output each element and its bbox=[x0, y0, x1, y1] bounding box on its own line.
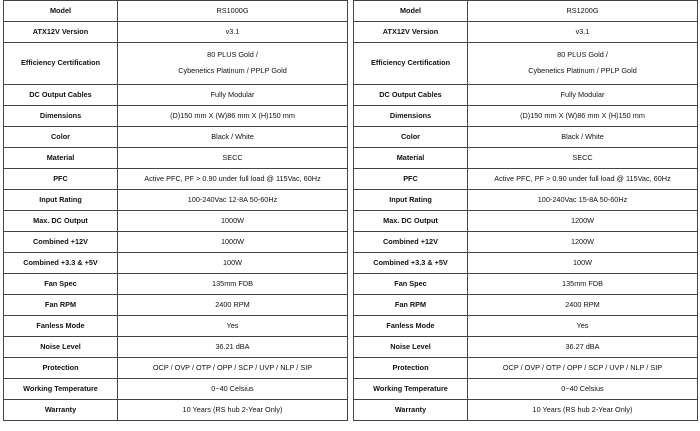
spec-value bbox=[468, 253, 698, 274]
spec-row bbox=[354, 400, 698, 421]
spec-value bbox=[468, 316, 698, 337]
spec-value bbox=[468, 358, 698, 379]
spec-value bbox=[468, 1, 698, 22]
spec-label: Fanless Mode bbox=[4, 316, 118, 337]
spec-row bbox=[4, 253, 348, 274]
spec-row bbox=[4, 22, 348, 43]
spec-row bbox=[354, 295, 698, 316]
spec-value-line: 0~40 Celsius bbox=[561, 383, 604, 393]
spec-value-line: (D)150 mm X (W)86 mm X (H)150 mm bbox=[170, 110, 295, 120]
spec-row bbox=[4, 85, 348, 106]
spec-row bbox=[354, 232, 698, 253]
spec-value bbox=[118, 400, 348, 421]
spec-label: Input Rating bbox=[354, 190, 468, 211]
spec-label: Fan RPM bbox=[4, 295, 118, 316]
spec-value bbox=[468, 190, 698, 211]
spec-label: Max. DC Output bbox=[4, 211, 118, 232]
spec-row bbox=[354, 85, 698, 106]
spec-value bbox=[468, 127, 698, 148]
spec-value bbox=[468, 211, 698, 232]
spec-value-line: 10 Years (RS hub 2-Year Only) bbox=[182, 404, 283, 414]
spec-row bbox=[4, 316, 348, 337]
spec-label: Noise Level bbox=[354, 337, 468, 358]
spec-value bbox=[468, 85, 698, 106]
spec-value-line: Black / White bbox=[561, 131, 604, 141]
spec-row bbox=[354, 211, 698, 232]
spec-value bbox=[118, 22, 348, 43]
spec-table-body bbox=[354, 1, 698, 421]
spec-value bbox=[468, 169, 698, 190]
spec-row bbox=[4, 295, 348, 316]
spec-value bbox=[118, 379, 348, 400]
spec-label: Dimensions bbox=[4, 106, 118, 127]
spec-value-line: SECC bbox=[222, 152, 243, 162]
spec-value bbox=[118, 43, 348, 85]
spec-label: Working Temperature bbox=[354, 379, 468, 400]
spec-label: Warranty bbox=[4, 400, 118, 421]
spec-value-line: Yes bbox=[576, 320, 589, 330]
spec-label: Fan Spec bbox=[4, 274, 118, 295]
spec-value bbox=[468, 295, 698, 316]
spec-value-line: 100-240Vac 12-8A 50-60Hz bbox=[187, 194, 278, 204]
spec-value bbox=[468, 148, 698, 169]
spec-row bbox=[354, 22, 698, 43]
spec-row bbox=[354, 379, 698, 400]
spec-value-line: Fully Modular bbox=[210, 89, 255, 99]
spec-value-line: 10 Years (RS hub 2-Year Only) bbox=[532, 404, 633, 414]
spec-value bbox=[118, 316, 348, 337]
spec-value bbox=[468, 337, 698, 358]
spec-value bbox=[118, 337, 348, 358]
spec-value bbox=[118, 190, 348, 211]
spec-label: Model bbox=[354, 1, 468, 22]
spec-row bbox=[4, 274, 348, 295]
spec-value bbox=[118, 274, 348, 295]
spec-row bbox=[354, 43, 698, 85]
spec-label: Combined +3.3 & +5V bbox=[4, 253, 118, 274]
spec-value-line: v3.1 bbox=[225, 26, 240, 36]
spec-row bbox=[4, 337, 348, 358]
spec-value bbox=[468, 106, 698, 127]
spec-value-line: RS1000G bbox=[216, 5, 249, 15]
spec-value-line: OCP / OVP / OTP / OPP / SCP / UVP / NLP / SIP bbox=[502, 362, 663, 372]
spec-label: Protection bbox=[4, 358, 118, 379]
spec-value-line: 100W bbox=[572, 257, 593, 267]
spec-value-line: v3.1 bbox=[575, 26, 590, 36]
spec-label: Material bbox=[4, 148, 118, 169]
spec-value-line: Black / White bbox=[211, 131, 254, 141]
spec-row bbox=[4, 211, 348, 232]
spec-label: Efficiency Certification bbox=[4, 43, 118, 85]
spec-value-line: 2400 RPM bbox=[215, 299, 250, 309]
spec-label: Material bbox=[354, 148, 468, 169]
spec-value-line: Active PFC, PF > 0.90 under full load @ 115Vac, 60Hz bbox=[144, 173, 321, 183]
spec-label: Combined +12V bbox=[354, 232, 468, 253]
spec-row bbox=[354, 190, 698, 211]
spec-row bbox=[4, 106, 348, 127]
spec-value-line: 1200W bbox=[570, 236, 595, 246]
spec-row bbox=[354, 127, 698, 148]
spec-value bbox=[468, 43, 698, 85]
spec-value bbox=[468, 22, 698, 43]
spec-value-line: 135mm FDB bbox=[212, 278, 253, 288]
spec-value bbox=[118, 127, 348, 148]
spec-label: Combined +3.3 & +5V bbox=[354, 253, 468, 274]
spec-row bbox=[4, 43, 348, 85]
spec-row bbox=[4, 148, 348, 169]
spec-row bbox=[354, 274, 698, 295]
spec-value-line: 100-240Vac 15-8A 50-60Hz bbox=[537, 194, 628, 204]
spec-label: ATX12V Version bbox=[4, 22, 118, 43]
spec-label: Dimensions bbox=[354, 106, 468, 127]
spec-value-line: Cybenetics Platinum / PPLP Gold bbox=[528, 66, 637, 75]
spec-value-line: 80 PLUS Gold / bbox=[207, 50, 258, 60]
spec-label: ATX12V Version bbox=[354, 22, 468, 43]
spec-value bbox=[118, 148, 348, 169]
spec-label: DC Output Cables bbox=[354, 85, 468, 106]
spec-label: DC Output Cables bbox=[4, 85, 118, 106]
spec-value bbox=[468, 274, 698, 295]
spec-value bbox=[468, 232, 698, 253]
spec-table-rs1200g bbox=[353, 0, 698, 421]
spec-label: Noise Level bbox=[4, 337, 118, 358]
spec-value bbox=[118, 211, 348, 232]
spec-label: PFC bbox=[4, 169, 118, 190]
spec-row bbox=[354, 106, 698, 127]
spec-label: Fan Spec bbox=[354, 274, 468, 295]
spec-value-line: OCP / OVP / OTP / OPP / SCP / UVP / NLP / SIP bbox=[152, 362, 313, 372]
spec-row bbox=[4, 400, 348, 421]
spec-value bbox=[118, 295, 348, 316]
spec-value-line: Fully Modular bbox=[560, 89, 605, 99]
spec-table-rs1000g bbox=[3, 0, 348, 421]
spec-label: Color bbox=[4, 127, 118, 148]
spec-row bbox=[4, 358, 348, 379]
spec-value-line: 36.21 dBA bbox=[215, 341, 250, 351]
spec-row bbox=[354, 316, 698, 337]
spec-value bbox=[118, 169, 348, 190]
spec-label: Fanless Mode bbox=[354, 316, 468, 337]
spec-label: Efficiency Certification bbox=[354, 43, 468, 85]
spec-value-line: 2400 RPM bbox=[565, 299, 600, 309]
spec-label: Combined +12V bbox=[4, 232, 118, 253]
spec-row bbox=[354, 358, 698, 379]
spec-label: Input Rating bbox=[4, 190, 118, 211]
spec-row bbox=[4, 232, 348, 253]
spec-row bbox=[4, 190, 348, 211]
spec-value-line: 36.27 dBA bbox=[565, 341, 600, 351]
spec-row bbox=[4, 379, 348, 400]
spec-value bbox=[468, 379, 698, 400]
spec-value bbox=[468, 400, 698, 421]
spec-value-line: 1000W bbox=[220, 215, 245, 225]
spec-value bbox=[118, 232, 348, 253]
spec-label: Warranty bbox=[354, 400, 468, 421]
spec-value-line: SECC bbox=[572, 152, 593, 162]
spec-label: Protection bbox=[354, 358, 468, 379]
spec-label: PFC bbox=[354, 169, 468, 190]
spec-label: Model bbox=[4, 1, 118, 22]
spec-value bbox=[118, 85, 348, 106]
spec-value bbox=[118, 106, 348, 127]
spec-value-line: (D)150 mm X (W)86 mm X (H)150 mm bbox=[520, 110, 645, 120]
spec-row bbox=[354, 253, 698, 274]
spec-row bbox=[354, 169, 698, 190]
spec-row bbox=[354, 148, 698, 169]
spec-value-line: 1200W bbox=[570, 215, 595, 225]
spec-value-line: 0~40 Celsius bbox=[211, 383, 254, 393]
spec-value-line: Active PFC, PF > 0.90 under full load @ 115Vac, 60Hz bbox=[494, 173, 671, 183]
spec-value-line: 135mm FDB bbox=[562, 278, 603, 288]
spec-value-line: Yes bbox=[226, 320, 239, 330]
spec-row bbox=[354, 337, 698, 358]
spec-label: Fan RPM bbox=[354, 295, 468, 316]
spec-row bbox=[4, 1, 348, 22]
spec-row bbox=[354, 1, 698, 22]
spec-value-line: 100W bbox=[222, 257, 243, 267]
spec-label: Color bbox=[354, 127, 468, 148]
spec-table-body bbox=[4, 1, 348, 421]
spec-value-line: 80 PLUS Gold / bbox=[557, 50, 608, 60]
spec-value bbox=[118, 358, 348, 379]
spec-row bbox=[4, 127, 348, 148]
spec-label: Working Temperature bbox=[4, 379, 118, 400]
spec-value bbox=[118, 1, 348, 22]
spec-value-line: 1000W bbox=[220, 236, 245, 246]
spec-value-line: RS1200G bbox=[566, 5, 599, 15]
spec-value-line: Cybenetics Platinum / PPLP Gold bbox=[178, 66, 287, 75]
spec-value bbox=[118, 253, 348, 274]
spec-label: Max. DC Output bbox=[354, 211, 468, 232]
spec-row bbox=[4, 169, 348, 190]
